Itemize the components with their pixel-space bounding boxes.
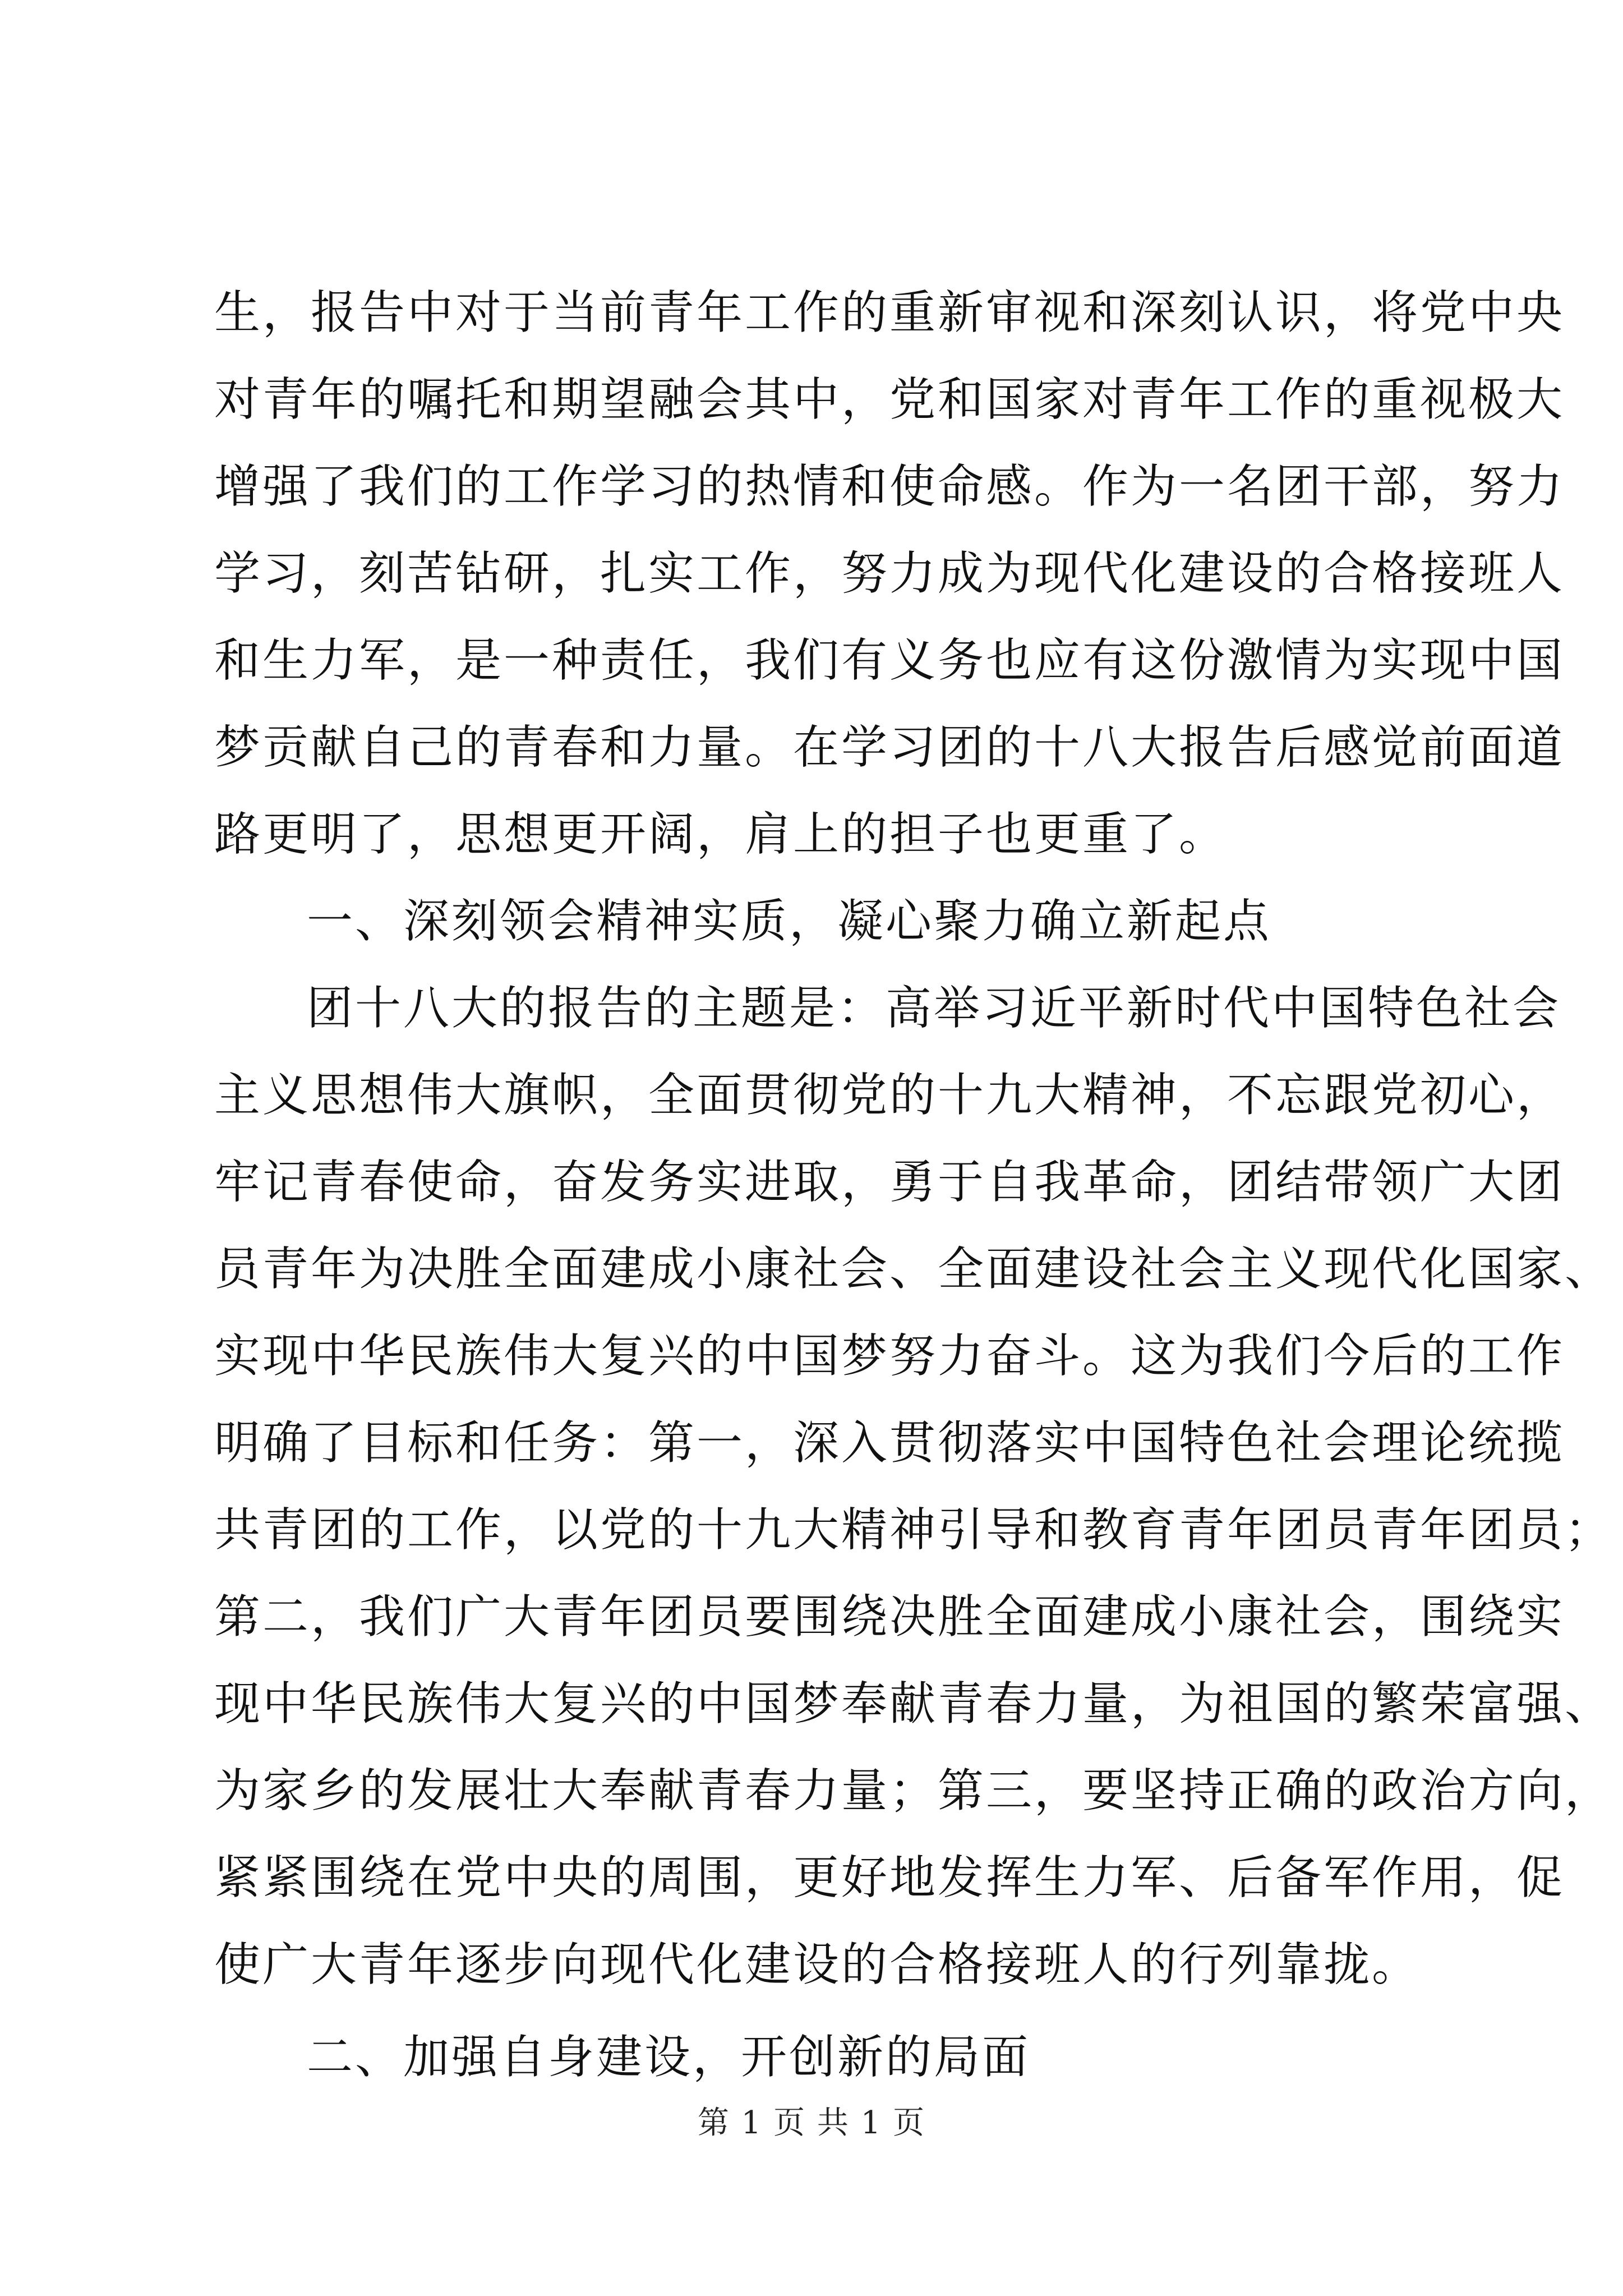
section-heading: 一、深刻领会精神实质，凝心聚力确立新起点 (307, 895, 1272, 948)
text-line: 员青年为决胜全面建成小康社会、全面建设社会主义现代化国家、 (214, 1243, 1613, 1296)
text-line: 第二，我们广大青年团员要围绕决胜全面建成小康社会，围绕实 (214, 1590, 1565, 1644)
text-line: 共青团的工作，以党的十九大精神引导和教育青年团员青年团员； (214, 1503, 1613, 1557)
text-line: 主义思想伟大旗帜，全面贯彻党的十九大精神，不忘跟党初心， (214, 1069, 1565, 1122)
page-number-footer: 第 1 页 共 1 页 (697, 2105, 926, 2141)
text-line: 现中华民族伟大复兴的中国梦奉献青春力量，为祖国的繁荣富强、 (214, 1677, 1613, 1731)
text-line: 梦贡献自己的青春和力量。在学习团的十八大报告后感觉前面道 (214, 721, 1565, 774)
text-line: 实现中华民族伟大复兴的中国梦努力奋斗。这为我们今后的工作 (214, 1329, 1565, 1383)
section-heading: 二、加强自身建设，开创新的局面 (307, 2031, 1031, 2084)
text-line: 路更明了，思想更开阔，肩上的担子也更重了。 (214, 808, 1228, 861)
text-line: 增强了我们的工作学习的热情和使命感。作为一名团干部，努力 (214, 460, 1565, 513)
text-line: 学习，刻苦钻研，扎实工作，努力成为现代化建设的合格接班人 (214, 547, 1565, 600)
text-line: 牢记青春使命，奋发务实进取，勇于自我革命，团结带领广大团 (214, 1156, 1565, 1209)
text-line: 紧紧围绕在党中央的周围，更好地发挥生力军、后备军作用，促 (214, 1851, 1565, 1904)
text-line: 对青年的嘱托和期望融会其中，党和国家对青年工作的重视极大 (214, 373, 1565, 426)
text-line: 生，报告中对于当前青年工作的重新审视和深刻认识，将党中央 (214, 286, 1565, 339)
text-line: 使广大青年逐步向现代化建设的合格接班人的行列靠拢。 (214, 1938, 1421, 1991)
text-line: 明确了目标和任务：第一，深入贯彻落实中国特色社会理论统揽 (214, 1416, 1565, 1470)
document-body (214, 269, 1613, 2101)
text-line: 为家乡的发展壮大奉献青春力量；第三，要坚持正确的政治方向， (214, 1764, 1613, 1818)
text-line: 和生力军，是一种责任，我们有义务也应有这份激情为实现中国 (214, 634, 1565, 687)
text-line: 团十八大的报告的主题是：高举习近平新时代中国特色社会 (307, 982, 1561, 1035)
